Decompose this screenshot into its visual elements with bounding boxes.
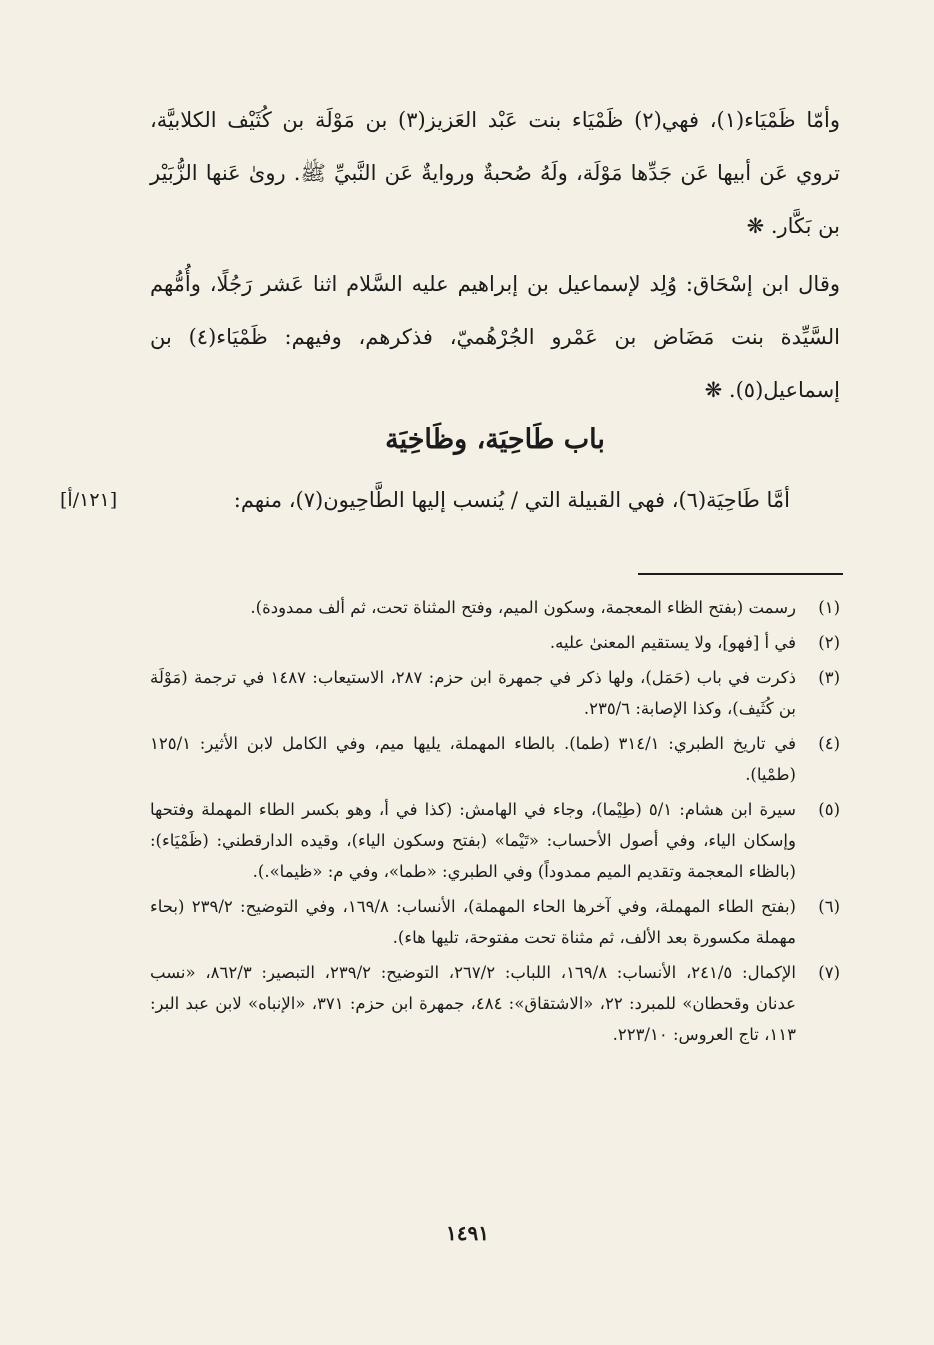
footnote bbox=[150, 592, 840, 623]
footnote-text: الإكمال: ٢٤١/٥، الأنساب: ١٦٩/٨، اللباب: ٢٦٧/٢، التوضيح: ٢٣٩/٢، التبصير: ٨٦٢/٣، «نسب عدنان وقحطان» للمبرد: ٢٢، «الاشتقاق»: ٤٨٤، جمهرة ابن حزم: ٣٧١، «الإنباه» لابن عبد البر: ١١٣، تاج العروس: ٢٢٣/١٠. bbox=[150, 963, 796, 1044]
footnote-text: في أ [فهو]، ولا يستقيم المعنىٰ عليه. bbox=[549, 633, 796, 652]
footnote-text: (بفتح الطاء المهملة، وفي آخرها الحاء المهملة)، الأنساب: ١٦٩/٨، وفي التوضيح: ٢٣٩/٢ (بحاء مهملة مكسورة بعد الألف، ثم مثناة تحت مفتوحة، تليها هاء). bbox=[150, 897, 796, 947]
footnote bbox=[150, 627, 840, 658]
chapter-heading: باب طَاحِيَة، وظَاخِيَة bbox=[385, 424, 605, 455]
footnote-number: (١) bbox=[818, 598, 840, 617]
footnote-number: (٧) bbox=[818, 963, 840, 982]
paragraph-ibn-ishaq: وقال ابن إسْحَاق: وُلِد لإسماعيل بن إبراهيم عليه السَّلام اثنا عَشر رَجُلًا، وأُمُّهم السَّيِّدة بنت مَضَاض بن عَمْرو الجُرْهُميّ، فذكرهم، وفيهم: ظَمْيَاء(٤) بن إسماعيل(٥). ❋ bbox=[150, 272, 841, 402]
footnote-separator bbox=[638, 573, 843, 575]
footnote bbox=[150, 891, 840, 953]
footnote-number: (٦) bbox=[818, 897, 840, 916]
manuscript-folio-ref: [١٢١/أ] bbox=[60, 489, 118, 511]
section-first-line: أمَّا طَاحِيَة(٦)، فهي القبيلة التي / يُنسب إليها الطَّاحِيون(٧)، منهم: bbox=[233, 488, 790, 512]
footnote-number: (٢) bbox=[818, 633, 840, 652]
paragraph-dhamya: وأمّا ظَمْيَاء(١)، فهي(٢) ظَمْيَاء بنت عَبْد العَزيز(٣) بن مَوْلَة بن كُثَيْف الكلابيَّة، تروي عَن أبيها عَن جَدِّها مَوْلَة، ولَهُ صُحبةٌ وروايةٌ عَن النَّبيِّ ﷺ. روىٰ عَنها الزُّبَيْر بن بَكَّار. ❋ bbox=[150, 108, 840, 238]
footnote-text: سيرة ابن هشام: ٥/١ (طِيْما)، وجاء في الهامش: (كذا في أ، وهو بكسر الطاء المهملة وفتحها وإسكان الياء، وفي أصول الأحساب: «تَيْما» (بفتح وسكون الياء)، وقيده الدارقطني: (ظَمْيَاء): (بالظاء المعجمة وتقديم الميم ممدوداً) وفي الطبري: «طما»، وفي م: «ظيما».). bbox=[150, 800, 796, 881]
footnote-text: في تاريخ الطبري: ٣١٤/١ (طما). بالطاء المهملة، يليها ميم، وفي الكامل لابن الأثير: ١٢٥/١ (طمْيا). bbox=[150, 734, 796, 784]
footnote-number: (٥) bbox=[818, 800, 840, 819]
footnote bbox=[150, 728, 840, 790]
footnote bbox=[150, 794, 840, 887]
footnotes bbox=[150, 592, 840, 1054]
footnote bbox=[150, 957, 840, 1050]
footnote-number: (٤) bbox=[818, 734, 840, 753]
footnote-text: ذكرت في باب (حَمَل)، ولها ذكر في جمهرة ابن حزم: ٢٨٧، الاستيعاب: ١٤٨٧ في ترجمة (مَوْلَة بن كُثَيف)، وكذا الإصابة: ٢٣٥/٦. bbox=[150, 668, 796, 718]
page-number: ١٤٩١ bbox=[446, 1221, 489, 1245]
footnote-number: (٣) bbox=[818, 668, 840, 687]
footnote-text: رسمت (بفتح الظاء المعجمة، وسكون الميم، وفتح المثناة تحت، ثم ألف ممدودة). bbox=[250, 598, 796, 617]
footnote bbox=[150, 662, 840, 724]
